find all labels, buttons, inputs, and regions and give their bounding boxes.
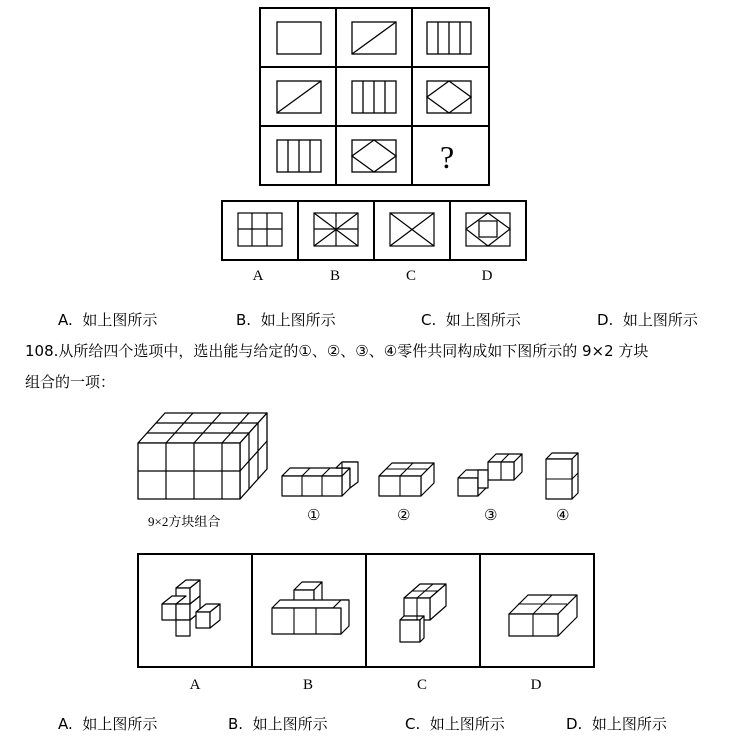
block-option-b[interactable] <box>228 713 328 734</box>
block-option-c[interactable] <box>405 713 505 734</box>
option-text: 如上图所示 <box>429 715 505 733</box>
combo-label: 9×2方块组合 <box>148 514 221 529</box>
option-letter: C. <box>421 311 437 329</box>
option-letter: A. <box>58 715 73 733</box>
option-letter: D. <box>566 715 583 733</box>
option-letter: C. <box>405 715 421 733</box>
block-option-d[interactable] <box>566 713 667 734</box>
block-answer-letter-d: D <box>530 677 542 693</box>
part-label-2: ② <box>397 506 411 524</box>
block-answer-letter-c: C <box>416 677 427 693</box>
answer-letter-a: A <box>252 268 264 284</box>
question-108-line1: 108.从所给四个选项中，选出能与给定的①、②、③、④零件共同构成如下图所示的 9×2 方块 <box>25 342 649 360</box>
option-text: 如上图所示 <box>82 715 158 733</box>
part-label-1: ① <box>307 506 321 524</box>
block-answer-letter-a: A <box>189 677 201 693</box>
option-letter: B. <box>236 311 252 329</box>
answer-letter-b: B <box>329 268 340 284</box>
option-letter: D. <box>597 311 614 329</box>
option-letter: B. <box>228 715 244 733</box>
option-text: 如上图所示 <box>260 311 336 329</box>
part-label-3: ③ <box>484 506 498 524</box>
option-text: 如上图所示 <box>622 311 698 329</box>
block-option-a[interactable] <box>58 713 157 734</box>
option-text: 如上图所示 <box>591 715 667 733</box>
block-answer-letter-b: B <box>302 677 313 693</box>
option-text: 如上图所示 <box>82 311 158 329</box>
question-108-line2: 组合的一项： <box>25 373 116 391</box>
option-text: 如上图所示 <box>445 311 521 329</box>
part-label-4: ④ <box>556 506 570 524</box>
option-text: 如上图所示 <box>252 715 328 733</box>
question-mark: ? <box>440 139 455 175</box>
option-letter: A. <box>58 311 73 329</box>
answer-letter-c: C <box>405 268 416 284</box>
answer-letter-d: D <box>481 268 493 284</box>
